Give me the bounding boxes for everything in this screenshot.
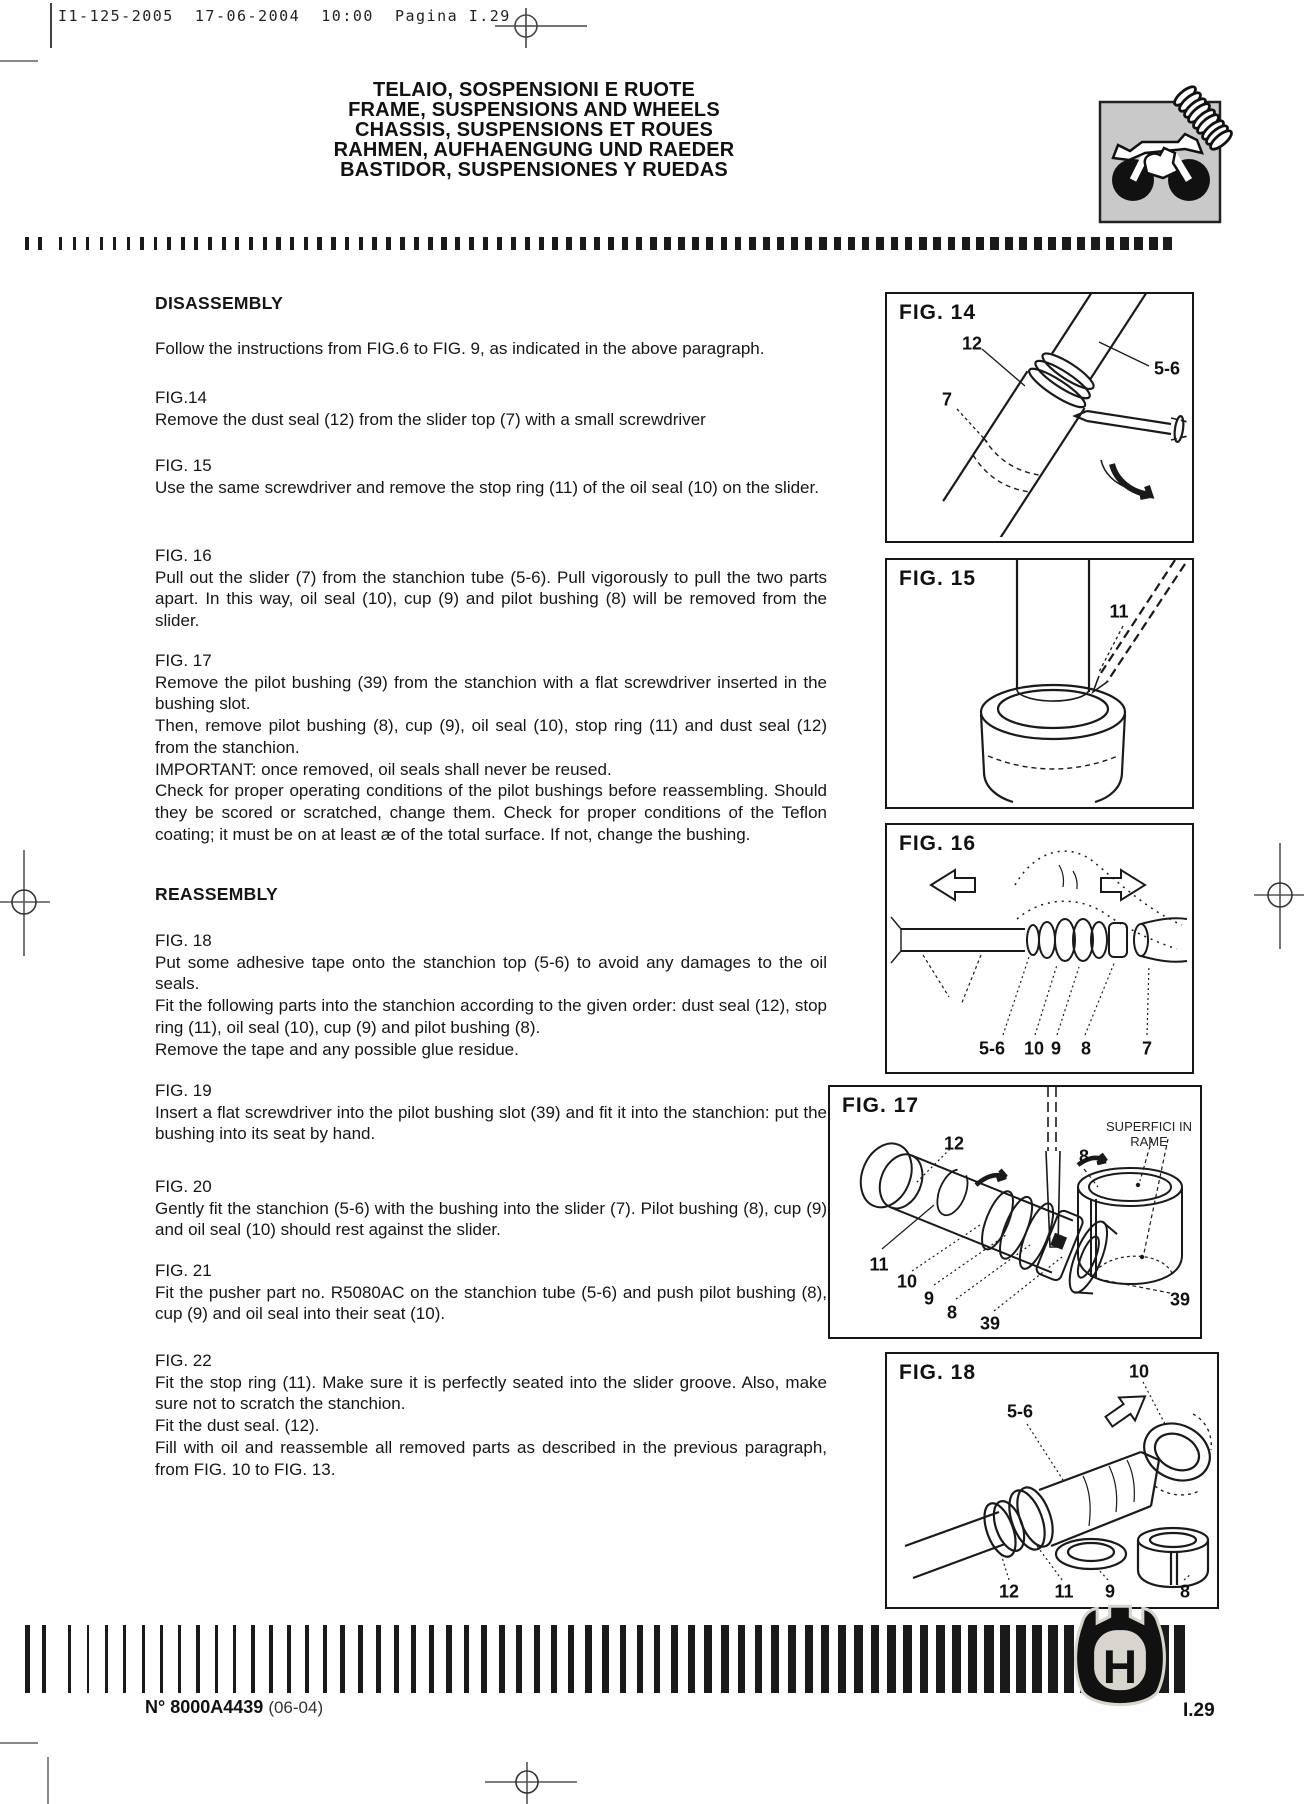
bar: [777, 237, 784, 250]
fig18-part-9: 9: [1104, 1581, 1116, 1602]
bar: [208, 237, 212, 250]
bar: [948, 237, 956, 250]
bar: [962, 237, 970, 250]
bar: [1077, 237, 1086, 250]
text-fig18-title: FIG. 18: [155, 931, 212, 950]
bar: [215, 1625, 219, 1693]
bar: [805, 237, 812, 250]
bar: [386, 237, 391, 250]
text-fig22-title: FIG. 22: [155, 1351, 212, 1370]
bar: [1048, 1625, 1058, 1693]
bar: [340, 1625, 344, 1693]
bar: [620, 1625, 627, 1693]
bar-gap: [58, 1625, 68, 1693]
title-line-de: RAHMEN, AUFHAENGUNG UND RAEDER: [333, 139, 735, 161]
text-fig20: [155, 1176, 827, 1241]
bar: [100, 237, 103, 250]
bar: [276, 237, 280, 250]
bar: [990, 237, 998, 250]
footer-edition: (06-04): [268, 1698, 324, 1717]
bar: [608, 237, 614, 250]
bar: [429, 1625, 434, 1693]
fig17-part-8: 8: [946, 1302, 958, 1323]
text-fig17-title: FIG. 17: [155, 651, 212, 670]
bar: [854, 1625, 862, 1693]
bar: [304, 237, 308, 250]
fig16-label: FIG. 16: [899, 832, 977, 855]
bar: [755, 1625, 763, 1693]
text-fig17-line3: Check for proper operating conditions of the pilot bushings before reassembling. Should they be scored or scratched, change them. Check for proper conditions of the Teflon coating; it must be on at least æ of the total surface. If not, change the bushing.: [155, 781, 827, 844]
bar: [497, 237, 502, 250]
text-fig17-line2: IMPORTANT: once removed, oil seals shall never be reused.: [155, 759, 612, 779]
bar: [400, 237, 405, 250]
bar: [871, 1625, 880, 1693]
bar: [671, 1625, 678, 1693]
bar: [738, 1625, 745, 1693]
text-fig22-line0: Fit the stop ring (11). Make sure it is perfectly seated into the slider groove. Also, make sure not to scratch the stanchion.: [155, 1372, 827, 1414]
registration-mark-bottom: [485, 1762, 577, 1804]
fig18-part-8: 8: [1179, 1581, 1191, 1602]
crop-mark-top-left-vertical: [50, 3, 52, 48]
bar: [919, 237, 927, 250]
bar: [688, 1625, 695, 1693]
bar: [287, 1625, 291, 1693]
bar: [976, 237, 984, 250]
bar: [968, 1625, 977, 1693]
text-fig15-body: Use the same screwdriver and remove the stop ring (11) of the oil seal (10) on the slider.: [155, 477, 819, 497]
bar: [721, 237, 728, 250]
title-line-it: TELAIO, SOSPENSIONI E RUOTE: [372, 79, 696, 101]
bar: [1091, 237, 1100, 250]
bar: [305, 1625, 309, 1693]
text-fig21: [155, 1260, 827, 1325]
bar: [1019, 237, 1027, 250]
text-fig18: [155, 930, 827, 1060]
fig15-drawing: [887, 560, 1188, 803]
bar: [636, 237, 642, 250]
bar: [1016, 1625, 1026, 1693]
bar: [428, 237, 433, 250]
text-fig17-line0: Remove the pilot bushing (39) from the stanchion with a flat screwdriver inserted in the bushing slot.: [155, 672, 827, 714]
bar: [73, 237, 76, 250]
fig14-part-7: 7: [941, 389, 953, 410]
bar: [1149, 237, 1158, 250]
fig16-part-8: 8: [1080, 1038, 1092, 1059]
bar: [87, 1625, 90, 1693]
bar: [290, 237, 294, 250]
crop-mark-top-left-horizontal: [0, 60, 38, 62]
fig17-part-9: 9: [923, 1288, 935, 1309]
registration-mark-right: [1242, 843, 1304, 949]
fig16-part-5-6: 5-6: [978, 1038, 1006, 1059]
crop-mark-bottom-left-vertical: [47, 1757, 49, 1804]
bar: [263, 237, 267, 250]
footer-number: N° 8000A4439: [145, 1697, 264, 1717]
title-line-en: FRAME, SUSPENSIONS AND WHEELS: [348, 99, 720, 121]
registration-mark-left: [0, 850, 62, 956]
text-fig19-body: Insert a flat screwdriver into the pilot bushing slot (39) and fit it into the stanchion: put the bushing into its seat by hand.: [155, 1102, 827, 1144]
bar: [654, 1625, 661, 1693]
bar: [594, 237, 600, 250]
bar: [345, 237, 350, 250]
text-fig21-title: FIG. 21: [155, 1261, 212, 1280]
bar: [834, 237, 841, 250]
bar: [358, 1625, 363, 1693]
bar: [511, 237, 517, 250]
husqvarna-logo: [1066, 1599, 1174, 1715]
print-header: I1-125-2005 17-06-2004 10:00 Pagina I.29: [58, 7, 511, 25]
bar: [692, 237, 698, 250]
fig14-part-5-6: 5-6: [1153, 358, 1181, 379]
bar: [952, 1625, 961, 1693]
bar: [763, 237, 770, 250]
text-fig14-title: FIG.14: [155, 388, 207, 407]
text-fig18-line0: Put some adhesive tape onto the stanchion top (5-6) to avoid any damages to the oil seals.: [155, 952, 827, 994]
bar: [580, 237, 586, 250]
fig18-part-12: 12: [998, 1581, 1020, 1602]
text-fig14: [155, 387, 827, 430]
text-fig16-title: FIG. 16: [155, 546, 212, 565]
bar: [411, 1625, 416, 1693]
footer-document-number: [145, 1697, 323, 1718]
fig18-part-5-6: 5-6: [1006, 1401, 1034, 1422]
title-line-fr: CHASSIS, SUSPENSIONS ET ROUES: [354, 119, 714, 141]
chapter-icon-chassis-suspension: [1085, 72, 1245, 232]
bar: [1120, 237, 1129, 250]
title-line-es: BASTIDOR, SUSPENSIONES Y RUEDAS: [340, 159, 728, 181]
bar: [1000, 1625, 1010, 1693]
bar: [42, 1625, 47, 1693]
bar: [704, 1625, 711, 1693]
bar: [552, 237, 558, 250]
fig14-drawing: [887, 294, 1188, 537]
bar: [721, 1625, 728, 1693]
figure-box-16: [885, 823, 1194, 1074]
bar: [903, 1625, 912, 1693]
bar: [38, 237, 42, 250]
reassembly-heading: REASSEMBLY: [155, 884, 278, 904]
registration-mark-top: [495, 8, 587, 48]
bar-gap: [51, 237, 59, 250]
bar: [160, 1625, 163, 1693]
bar: [936, 1625, 945, 1693]
fig17-part-39-right: 39: [1169, 1289, 1191, 1310]
bar: [735, 237, 742, 250]
bar: [483, 237, 488, 250]
bar: [446, 1625, 451, 1693]
logo-letter: H: [1102, 1640, 1138, 1694]
fig16-part-7: 7: [1141, 1038, 1153, 1059]
bar: [650, 237, 656, 250]
bar: [25, 1625, 30, 1693]
figure-box-15: [885, 558, 1194, 809]
bar: [167, 237, 171, 250]
bar: [551, 1625, 557, 1693]
bar: [372, 237, 377, 250]
bar: [127, 237, 130, 250]
text-fig18-line1: Fit the following parts into the stanchion according to the given order: dust seal (12), stop ring (11), oil seal (10), cup (9) and pilot bushing (8).: [155, 996, 827, 1037]
bar: [222, 237, 226, 250]
bar: [805, 1625, 813, 1693]
fig17-part-39: 39: [979, 1313, 1001, 1334]
bar: [622, 237, 628, 250]
bar: [142, 1625, 145, 1693]
bar: [848, 237, 855, 250]
fig18-label: FIG. 18: [899, 1361, 977, 1384]
bar: [788, 1625, 796, 1693]
bar: [25, 237, 29, 250]
bar: [1034, 237, 1042, 250]
bar: [637, 1625, 644, 1693]
fig18-drawing: [887, 1354, 1213, 1603]
bar: [791, 237, 798, 250]
figure-box-14: [885, 292, 1194, 543]
footer-page-number: I.29: [1183, 1700, 1215, 1721]
text-fig16: [155, 545, 827, 632]
title-block: [234, 80, 834, 180]
bar: [68, 1625, 71, 1693]
bar: [1032, 1625, 1042, 1693]
bar: [251, 1625, 255, 1693]
text-fig14-body: Remove the dust seal (12) from the slider top (7) with a small screwdriver: [155, 409, 706, 429]
text-fig17-line1: Then, remove pilot bushing (8), cup (9), oil seal (10), stop ring (11) and dust seal (12) from the stanchion.: [155, 716, 827, 757]
bar: [123, 1625, 126, 1693]
bar: [235, 237, 239, 250]
bar: [933, 237, 941, 250]
bar: [376, 1625, 381, 1693]
bar: [105, 1625, 108, 1693]
fig17-part-12: 12: [943, 1133, 965, 1154]
bar: [481, 1625, 487, 1693]
bar: [678, 237, 684, 250]
fig16-part-10: 10: [1023, 1038, 1045, 1059]
bar: [984, 1625, 993, 1693]
bar: [862, 237, 869, 250]
bar: [876, 237, 883, 250]
text-fig20-body: Gently fit the stanchion (5-6) with the bushing into the slider (7). Pilot bushing (8), cup (9) and oil seal (10) should rest against the slider.: [155, 1198, 827, 1240]
bar: [525, 237, 531, 250]
bar: [821, 1625, 829, 1693]
bar: [317, 237, 321, 250]
bar: [154, 237, 158, 250]
bar: [331, 237, 336, 250]
bar: [499, 1625, 505, 1693]
bar: [455, 237, 460, 250]
bar: [566, 237, 572, 250]
figure-box-18: [885, 1352, 1219, 1609]
bar: [249, 237, 253, 250]
fig16-part-9: 9: [1050, 1038, 1062, 1059]
bar: [323, 1625, 327, 1693]
bar: [920, 1625, 929, 1693]
bar: [1163, 237, 1172, 250]
bar: [464, 1625, 469, 1693]
text-fig18-line2: Remove the tape and any possible glue residue.: [155, 1039, 519, 1059]
bar: [113, 237, 116, 250]
bar: [516, 1625, 522, 1693]
fig18-part-11: 11: [1054, 1581, 1074, 1602]
intro-paragraph: Follow the instructions from FIG.6 to FIG. 9, as indicated in the above paragraph.: [155, 339, 765, 358]
bar: [196, 1625, 199, 1693]
text-fig22-line2: Fill with oil and reassemble all removed parts as described in the previous paragraph, from FIG. 10 to FIG. 13.: [155, 1437, 827, 1479]
fig17-label: FIG. 17: [842, 1094, 920, 1117]
bar: [194, 237, 198, 250]
crop-mark-bottom-left-horizontal: [0, 1742, 38, 1744]
bar: [539, 237, 545, 250]
text-fig21-body: Fit the pusher part no. R5080AC on the stanchion tube (5-6) and push pilot bushing (8), cup (9) and oil seal into their seat (10).: [155, 1282, 827, 1324]
bar: [568, 1625, 574, 1693]
text-fig17: [155, 650, 827, 845]
bar: [1062, 237, 1070, 250]
bar: [749, 237, 756, 250]
fig14-part-12: 12: [961, 333, 983, 354]
bar: [1048, 237, 1056, 250]
bar: [178, 1625, 181, 1693]
section-reassembly: [155, 884, 827, 906]
fig17-note-superfici-in-rame: SUPERFICI IN RAME: [1106, 1119, 1192, 1149]
fig17-part-10: 10: [896, 1271, 918, 1292]
bar: [706, 237, 713, 250]
bar: [1134, 237, 1143, 250]
text-fig19-title: FIG. 19: [155, 1081, 212, 1100]
text-fig20-title: FIG. 20: [155, 1177, 212, 1196]
fig18-part-10: 10: [1128, 1361, 1150, 1382]
bar: [664, 237, 670, 250]
bar: [887, 1625, 896, 1693]
fig14-label: FIG. 14: [899, 301, 977, 324]
bar: [1106, 237, 1115, 250]
bar: [771, 1625, 779, 1693]
bar: [469, 237, 474, 250]
disassembly-heading: DISASSEMBLY: [155, 293, 284, 313]
bar: [394, 1625, 399, 1693]
bar: [59, 237, 62, 250]
text-fig19: [155, 1080, 827, 1145]
bar: [1174, 1625, 1185, 1693]
bar: [534, 1625, 540, 1693]
bar: [819, 237, 826, 250]
fig15-part-11: 11: [1109, 601, 1129, 622]
bottom-barcode: [25, 1625, 1191, 1693]
fig16-drawing: [887, 825, 1188, 1068]
bar: [414, 237, 419, 250]
bar: [905, 237, 913, 250]
bar: [838, 1625, 846, 1693]
bar: [233, 1625, 237, 1693]
text-fig16-body: Pull out the slider (7) from the stanchion tube (5-6). Pull vigorously to pull the two parts apart. In this way, oil seal (10), cup (9) and pilot bushing (8) will be removed from the slider.: [155, 567, 827, 631]
section-disassembly: [155, 293, 827, 315]
bar: [585, 1625, 591, 1693]
text-fig22-line1: Fit the dust seal. (12).: [155, 1416, 320, 1436]
bar: [140, 237, 143, 250]
bar: [1005, 237, 1013, 250]
text-fig15: [155, 455, 827, 498]
text-fig15-title: FIG. 15: [155, 456, 212, 475]
fig15-label: FIG. 15: [899, 567, 977, 590]
bar: [602, 1625, 608, 1693]
fig17-part-11: 11: [869, 1254, 889, 1275]
figure-box-17: [828, 1085, 1202, 1339]
bar: [269, 1625, 273, 1693]
bar: [441, 237, 446, 250]
bar: [86, 237, 89, 250]
text-fig22: [155, 1350, 827, 1480]
top-divider-dashes: [25, 237, 1221, 250]
bar: [891, 237, 899, 250]
bar: [359, 237, 364, 250]
bar: [181, 237, 185, 250]
fig17-part-8-right: 8: [1078, 1146, 1090, 1167]
